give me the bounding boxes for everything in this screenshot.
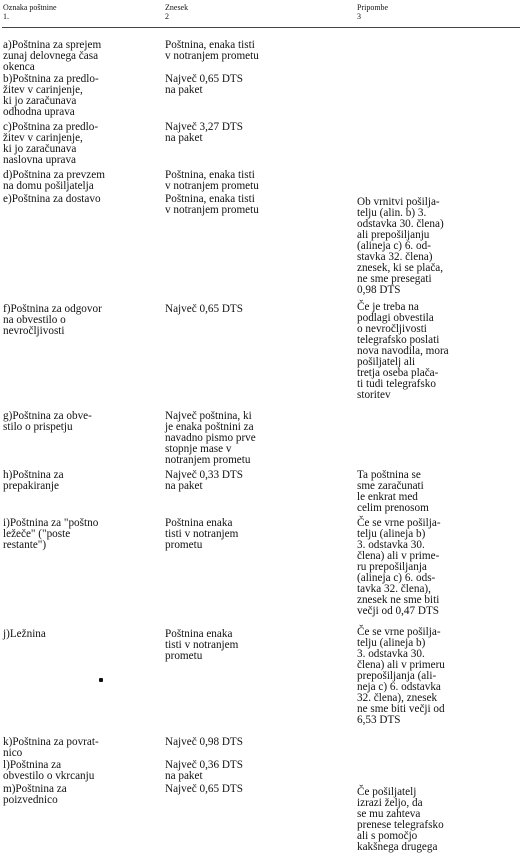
- row-11-label: [3, 737, 99, 759]
- col1-number: 1.: [3, 12, 9, 21]
- row-6-label: [3, 304, 102, 337]
- text-line: člena) ali v primeru: [357, 659, 445, 671]
- row-8-remark: [357, 470, 429, 514]
- row-3-amount: [165, 122, 243, 144]
- row-9-amount: [165, 518, 238, 551]
- text-line: znesek ne sme biti: [357, 594, 440, 606]
- text-line: tretja oseba plača-: [357, 367, 439, 379]
- text-line: je enaka poštnini za: [165, 421, 254, 433]
- text-line: v notranjem prometu: [165, 204, 259, 216]
- text-line: Če pošiljatelj: [357, 786, 417, 798]
- text-line: nova navodila, mora: [357, 345, 449, 357]
- text-line: telju (alineja b): [357, 528, 426, 540]
- text-line: 3. odstavka 30.: [357, 648, 425, 660]
- text-line: v notranjem prometu: [165, 50, 259, 62]
- text-line: prenese telegrafsko: [357, 819, 444, 831]
- text-line: ali prepošiljanju: [357, 229, 430, 241]
- row-5-amount: [165, 194, 259, 216]
- text-line: ti tudi telegrafsko: [357, 378, 436, 390]
- text-line: Največ 0,65 DTS: [165, 73, 243, 85]
- row-1-amount: [165, 40, 259, 62]
- text-line: telegrafsko poslati: [357, 334, 440, 346]
- text-line: žitev v carinjenje,: [3, 132, 83, 144]
- text-line: m)Poštnina za: [3, 783, 67, 795]
- text-line: Ob vrnitvi pošilja-: [357, 196, 440, 208]
- text-line: žitev v carinjenje,: [3, 84, 83, 96]
- text-line: telju (alineja b): [357, 637, 426, 649]
- row-10-label: [3, 629, 46, 640]
- col3-number: 3: [357, 12, 361, 21]
- text-line: d)Poštnina za prevzem: [3, 169, 105, 181]
- row-13-label: [3, 784, 67, 806]
- text-line: Poštnina, enaka tisti: [165, 169, 255, 181]
- text-line: kakšnega drugega: [357, 841, 438, 853]
- row-2-amount: [165, 74, 243, 96]
- text-line: Največ poštnina, ki: [165, 410, 252, 422]
- text-line: g)Poštnina za obve-: [3, 410, 92, 422]
- text-line: ležeče" ("poste: [3, 528, 71, 540]
- text-line: na paket: [165, 770, 203, 782]
- text-line: nevročljivosti: [3, 325, 65, 337]
- row-7-amount: [165, 411, 256, 466]
- text-line: o nevročljivosti: [357, 323, 427, 335]
- text-line: Poštnina, enaka tisti: [165, 39, 255, 51]
- text-line: b)Poštnina za predlo-: [3, 73, 99, 85]
- text-line: j)Ležnina: [3, 628, 46, 640]
- text-line: znesek, ki se plača,: [357, 262, 444, 274]
- text-line: stilo o prispetju: [3, 421, 73, 433]
- print-speck: [99, 678, 103, 682]
- row-7-label: [3, 411, 92, 433]
- text-line: i)Poštnina za "poštno: [3, 517, 99, 529]
- row-4-label: [3, 170, 105, 192]
- text-line: storitev: [357, 389, 391, 401]
- text-line: tisti v notranjem: [165, 639, 239, 651]
- text-line: večji od 0,47 DTS: [357, 605, 440, 617]
- text-line: navadno pismo prve: [165, 432, 256, 444]
- row-4-amount: [165, 170, 259, 192]
- text-line: ne sme presegati: [357, 273, 432, 285]
- row-10-amount: [165, 629, 238, 662]
- text-line: ali s pomočjo: [357, 830, 418, 842]
- text-line: Če se vrne pošilja-: [357, 517, 441, 529]
- text-line: na paket: [165, 132, 203, 144]
- text-line: se mu zahteva: [357, 808, 421, 820]
- text-line: odstavka 30. člena): [357, 218, 444, 230]
- text-line: nico: [3, 747, 23, 759]
- text-line: naslovna uprava: [3, 154, 77, 166]
- text-line: Poštnina enaka: [165, 628, 233, 640]
- row-5-remark: [357, 197, 444, 296]
- text-line: Če se vrne pošilja-: [357, 626, 441, 638]
- text-line: (alineja c) 6. od-: [357, 240, 431, 252]
- row-13-amount: [165, 784, 243, 795]
- text-line: a)Poštnina za sprejem: [3, 39, 102, 51]
- row-2-label: [3, 74, 99, 118]
- table-header: [0, 3, 526, 29]
- text-line: Največ 0,65 DTS: [165, 303, 243, 315]
- header-rule: [2, 27, 520, 28]
- text-line: Največ 0,36 DTS: [165, 759, 243, 771]
- text-line: tavka 32. člena),: [357, 583, 431, 595]
- text-line: k)Poštnina za povrat-: [3, 736, 99, 748]
- row-11-amount: [165, 737, 243, 748]
- text-line: sme zaračunati: [357, 480, 424, 492]
- row-13-remark: [357, 787, 444, 853]
- text-line: prometu: [165, 650, 203, 662]
- text-line: na paket: [165, 480, 203, 492]
- row-10-remark: [357, 627, 445, 726]
- text-line: poizvednico: [3, 794, 58, 806]
- text-line: ru prepošiljanja: [357, 561, 427, 573]
- text-line: 3. odstavka 30.: [357, 539, 425, 551]
- text-line: Največ 0,33 DTS: [165, 469, 243, 481]
- text-line: ki jo zaračunava: [3, 143, 77, 155]
- text-line: (alineja c) 6. ods-: [357, 572, 436, 584]
- text-line: tisti v notranjem: [165, 528, 239, 540]
- text-line: prepakiranje: [3, 480, 59, 492]
- text-line: okenca: [3, 61, 35, 73]
- text-line: Poštnina enaka: [165, 517, 233, 529]
- text-line: na paket: [165, 84, 203, 96]
- text-line: 0,98 DTS: [357, 284, 401, 296]
- text-line: Največ 0,65 DTS: [165, 783, 243, 795]
- text-line: Poštnina, enaka tisti: [165, 193, 255, 205]
- text-line: Ta poštnina se: [357, 469, 421, 481]
- text-line: izrazi željo, da: [357, 797, 423, 809]
- text-line: 6,53 DTS: [357, 714, 401, 726]
- text-line: prometu: [165, 539, 203, 551]
- row-6-remark: [357, 302, 449, 401]
- text-line: člena) ali v prime-: [357, 550, 440, 562]
- text-line: 32. člena), znesek: [357, 692, 438, 704]
- row-9-label: [3, 518, 98, 551]
- text-line: telju (alin. b) 3.: [357, 207, 427, 219]
- text-line: v notranjem prometu: [165, 180, 259, 192]
- text-line: c)Poštnina za predlo-: [3, 121, 99, 133]
- text-line: Če je treba na: [357, 301, 419, 313]
- row-8-label: [3, 470, 64, 492]
- text-line: Največ 0,98 DTS: [165, 736, 243, 748]
- text-line: e)Poštnina za dostavo: [3, 193, 101, 205]
- col1-title: Oznaka poštnine: [3, 3, 57, 12]
- text-line: celim prenosom: [357, 502, 429, 514]
- row-12-amount: [165, 760, 243, 782]
- col3-title: Pripombe: [357, 3, 389, 12]
- col2-title: Znesek: [165, 3, 189, 12]
- text-line: f)Poštnina za odgovor: [3, 303, 102, 315]
- text-line: na obvestilo o: [3, 314, 66, 326]
- text-line: h)Poštnina za: [3, 469, 64, 481]
- text-line: Največ 3,27 DTS: [165, 121, 243, 133]
- text-line: podlagi obvestila: [357, 312, 434, 324]
- text-line: neja c) 6. odstavka: [357, 681, 441, 693]
- text-line: prepošiljanja (ali-: [357, 670, 437, 682]
- text-line: ki jo zaračunava: [3, 95, 77, 107]
- text-line: ne sme biti večji od: [357, 703, 445, 715]
- text-line: na domu pošiljatelja: [3, 180, 94, 192]
- text-line: restante"): [3, 539, 47, 551]
- row-6-amount: [165, 304, 243, 315]
- text-line: stavka 32. člena): [357, 251, 433, 263]
- row-9-remark: [357, 518, 441, 617]
- text-line: zunaj delovnega časa: [3, 50, 99, 62]
- text-line: l)Poštnina za: [3, 759, 62, 771]
- text-line: notranjem prometu: [165, 454, 251, 466]
- text-line: pošiljatelj ali: [357, 356, 416, 368]
- row-12-label: [3, 760, 94, 782]
- row-1-label: [3, 40, 101, 73]
- row-5-label: [3, 194, 101, 205]
- row-8-amount: [165, 470, 243, 492]
- row-3-label: [3, 122, 98, 166]
- col2-number: 2: [165, 12, 169, 21]
- text-line: odhodna uprava: [3, 106, 75, 118]
- text-line: obvestilo o vkrcanju: [3, 770, 95, 782]
- text-line: le enkrat med: [357, 491, 418, 503]
- text-line: stopnje mase v: [165, 443, 232, 455]
